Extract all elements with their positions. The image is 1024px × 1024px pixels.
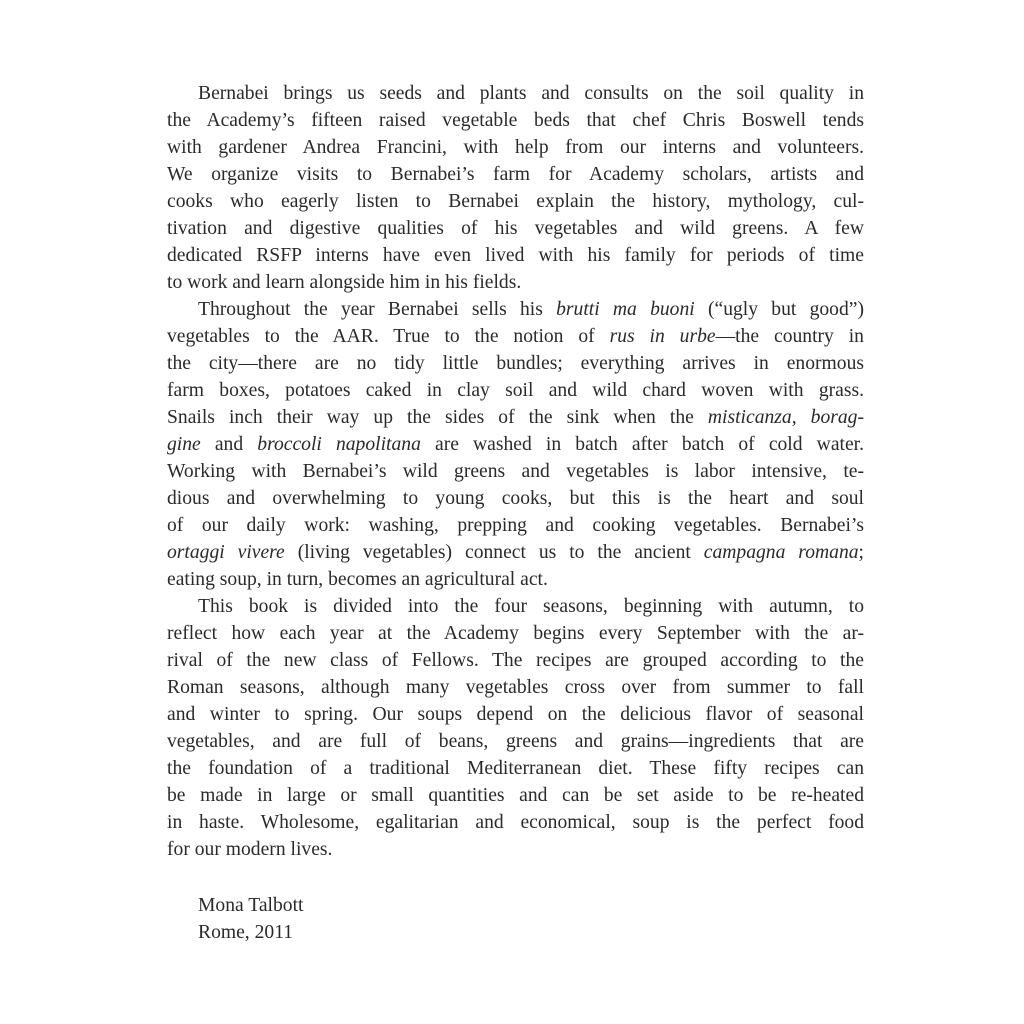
text-run: the city—there are no tidy little bundles; everything arrives in enormous (167, 353, 864, 374)
place-date: Rome, 2011 (198, 922, 294, 943)
text-line (167, 431, 864, 458)
text-run: dious and overwhelming to young cooks, but this is the heart and soul (167, 488, 864, 509)
paragraph (167, 593, 864, 863)
text-line (167, 566, 864, 593)
text-line (167, 755, 864, 782)
text-line (167, 350, 864, 377)
text-run: of our daily work: washing, prepping and cooking vegetables. Bernabei’s (167, 515, 864, 536)
text-run: and (200, 434, 258, 455)
text-run: tivation and digestive qualities of his vegetables and wild greens. A few (167, 218, 864, 239)
signature (198, 892, 303, 946)
text-line (167, 134, 864, 161)
text-run: vegetables, and are full of beans, greens and grains—ingredients that are (167, 731, 864, 752)
text-run: be made in large or small quantities and can be set aside to be re-heated (167, 785, 864, 806)
text-run: are washed in batch after batch of cold water. (420, 434, 864, 455)
italic-phrase: misticanza, borag- (707, 407, 865, 428)
text-run: ; (858, 542, 864, 563)
text-run: Snails inch their way up the sides of the sink when the (167, 407, 708, 428)
text-line (167, 782, 864, 809)
text-line (167, 647, 864, 674)
text-line (167, 593, 864, 620)
author-name: Mona Talbott (198, 895, 304, 916)
text-line (167, 404, 864, 431)
text-line (167, 701, 864, 728)
text-run: in haste. Wholesome, egalitarian and economical, soup is the perfect food (167, 812, 864, 833)
text-run: Roman seasons, although many vegetables cross over from summer to fall (167, 677, 864, 698)
paragraph (167, 296, 864, 593)
text-line (167, 620, 864, 647)
text-run: This book is divided into the four seasons, beginning with autumn, to (198, 596, 864, 617)
text-line (167, 809, 864, 836)
text-line (167, 512, 864, 539)
text-run: rival of the new class of Fellows. The recipes are grouped according to the (167, 650, 864, 671)
paragraph (167, 80, 864, 296)
text-run: vegetables to the AAR. True to the notion of (167, 326, 610, 347)
text-line (167, 836, 864, 863)
text-line (167, 188, 864, 215)
text-line (167, 161, 864, 188)
text-run: for our modern lives. (167, 839, 333, 860)
text-run: cooks who eagerly listen to Bernabei explain the history, mythology, cul- (167, 191, 864, 212)
text-line (167, 674, 864, 701)
text-run: and winter to spring. Our soups depend on the delicious flavor of seasonal (167, 704, 864, 725)
text-line (167, 80, 864, 107)
text-run: reflect how each year at the Academy begins every September with the ar- (167, 623, 864, 644)
italic-phrase: broccoli napolitana (257, 434, 421, 455)
text-run: Throughout the year Bernabei sells his (198, 299, 557, 320)
text-run: eating soup, in turn, becomes an agricultural act. (167, 569, 548, 590)
italic-phrase: brutti ma buoni (556, 299, 695, 320)
text-run: the Academy’s fifteen raised vegetable beds that chef Chris Boswell tends (167, 110, 864, 131)
text-line (167, 215, 864, 242)
text-line (167, 539, 864, 566)
text-run: (living vegetables) connect us to the ancient (284, 542, 704, 563)
text-run: Working with Bernabei’s wild greens and vegetables is labor intensive, te- (167, 461, 864, 482)
italic-phrase: ortaggi vivere (167, 542, 285, 563)
text-line (167, 485, 864, 512)
text-run: We organize visits to Bernabei’s farm for Academy scholars, artists and (167, 164, 864, 185)
text-run: the foundation of a traditional Mediterranean diet. These fifty recipes can (167, 758, 864, 779)
text-line (167, 377, 864, 404)
text-line (167, 728, 864, 755)
text-line (167, 458, 864, 485)
text-run: dedicated RSFP interns have even lived with his family for periods of time (167, 245, 864, 266)
italic-phrase: rus in urbe (609, 326, 716, 347)
italic-phrase: gine (167, 434, 201, 455)
body-text (167, 80, 864, 863)
text-line (167, 242, 864, 269)
text-line (167, 323, 864, 350)
italic-phrase: campagna romana (703, 542, 859, 563)
text-line (167, 107, 864, 134)
text-run: farm boxes, potatoes caked in clay soil and wild chard woven with grass. (167, 380, 864, 401)
text-run: (“ugly but good”) (694, 299, 864, 320)
text-run: to work and learn alongside him in his fields. (167, 272, 522, 293)
text-run: —the country in (715, 326, 864, 347)
text-line (167, 296, 864, 323)
text-run: Bernabei brings us seeds and plants and consults on the soil quality in (198, 83, 864, 104)
text-run: with gardener Andrea Francini, with help from our interns and volunteers. (167, 137, 864, 158)
text-line (167, 269, 864, 296)
